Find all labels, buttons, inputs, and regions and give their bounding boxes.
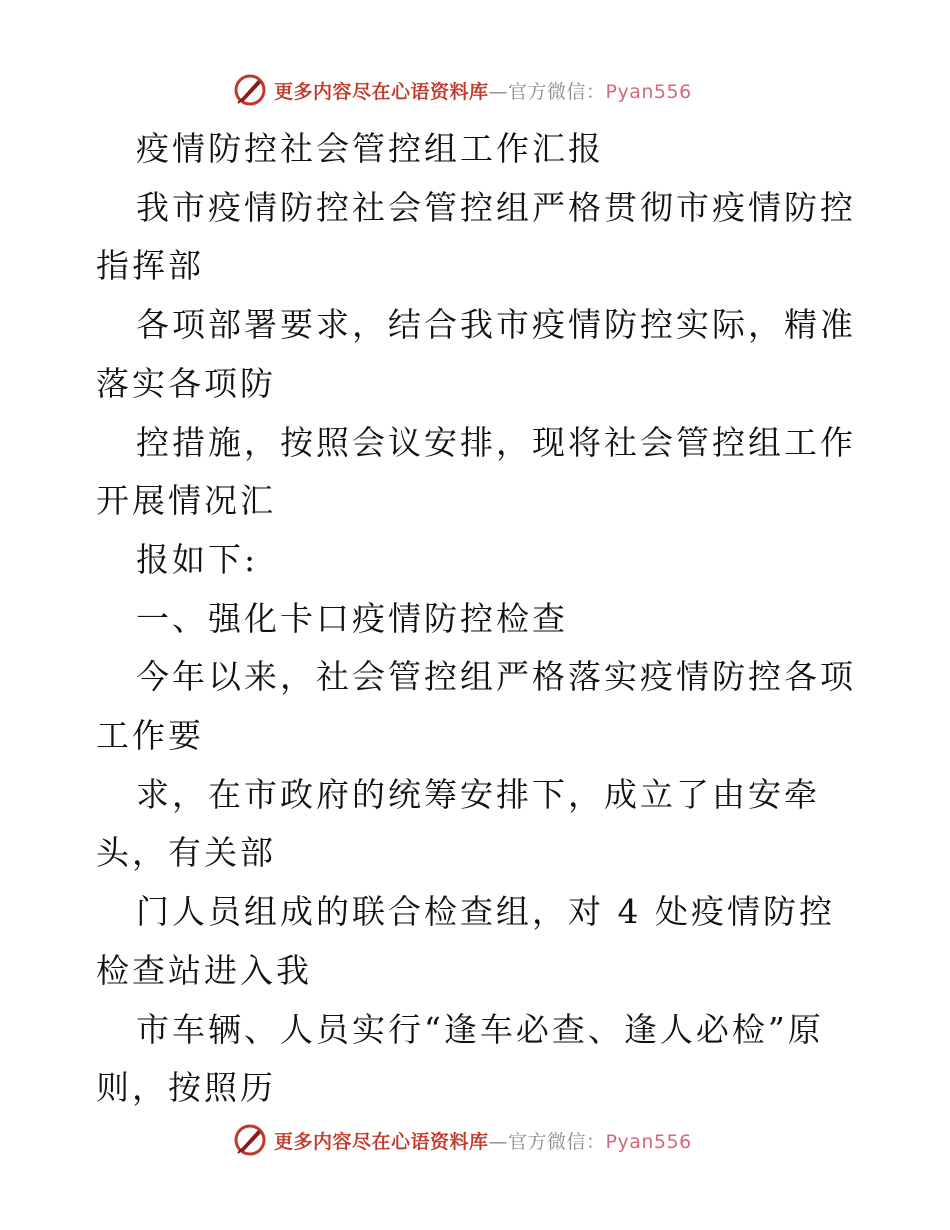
watermark-header xyxy=(232,72,752,108)
watermark-dash: — xyxy=(488,1130,509,1153)
watermark-prefix: 更多内容尽在心语资料库 xyxy=(274,80,489,103)
section-heading: 一、强化卡口疫情防控检查 xyxy=(136,598,568,638)
watermark-prefix: 更多内容尽在心语资料库 xyxy=(274,1130,489,1153)
paragraph: 求，在市政府的统筹安排下，成立了由安牵头，有关部 xyxy=(96,774,820,873)
watermark-dash: — xyxy=(488,80,509,103)
paragraph: 我市疫情防控社会管控组严格贯彻市疫情防控指挥部 xyxy=(96,187,856,286)
paragraph: 报如下: xyxy=(136,539,259,579)
watermark-account: Pyan556 xyxy=(605,80,692,103)
watermark-account: Pyan556 xyxy=(605,1130,692,1153)
paragraph: 市车辆、人员实行“逢车必查、逢人必检”原则，按照历 xyxy=(96,1009,824,1108)
paragraph: 今年以来，社会管控组严格落实疫情防控各项工作要 xyxy=(96,657,856,756)
document-title: 疫情防控社会管控组工作汇报 xyxy=(136,129,604,168)
paragraph: 门人员组成的联合检查组，对 4 处疫情防控检查站进入我 xyxy=(96,892,835,990)
paragraph: 各项部署要求，结合我市疫情防控实际，精准落实各项防 xyxy=(96,305,856,403)
watermark-footer xyxy=(232,1122,752,1158)
watermark-channel: 官方微信： xyxy=(508,1130,606,1153)
feather-pen-logo-icon xyxy=(232,1122,268,1158)
watermark-channel: 官方微信： xyxy=(508,80,606,103)
feather-pen-logo-icon xyxy=(232,72,268,108)
paragraph: 控措施，按照会议安排，现将社会管控组工作开展情况汇 xyxy=(96,422,856,521)
document-body xyxy=(96,120,866,1118)
